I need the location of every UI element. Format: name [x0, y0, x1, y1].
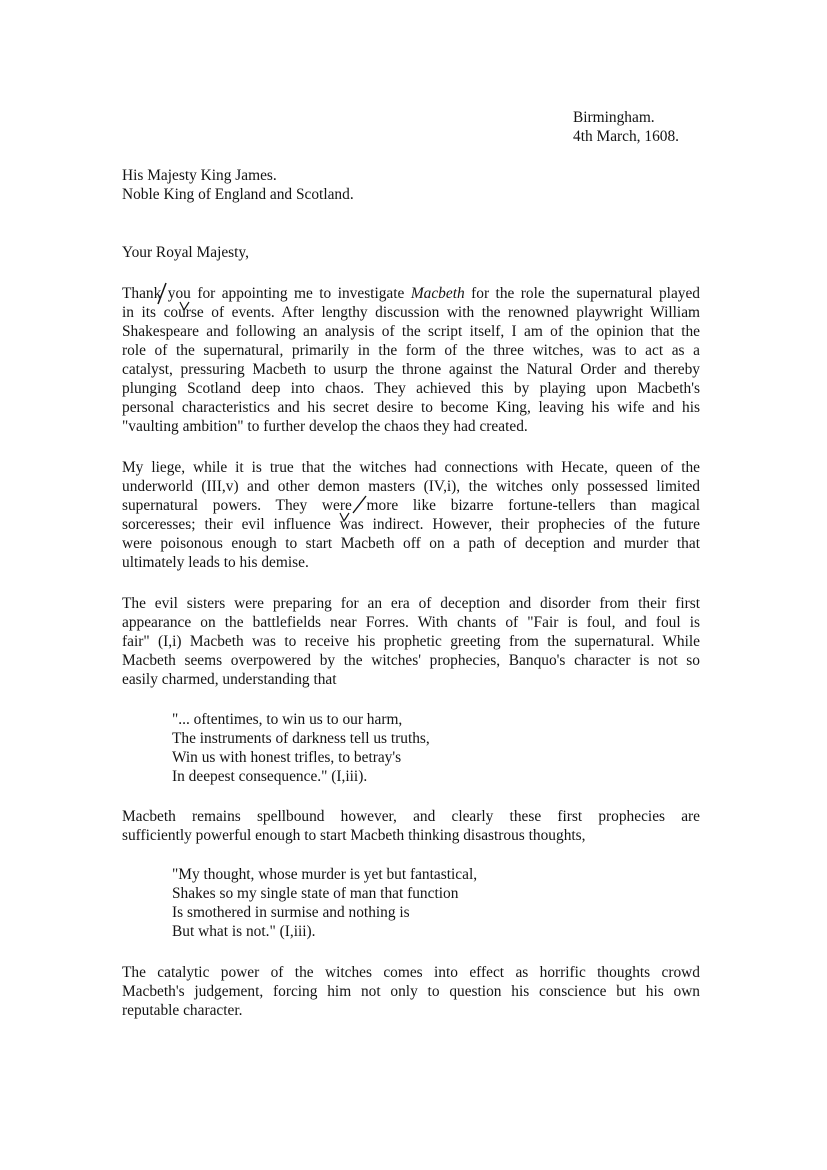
quote-line: Shakes so my single state of man that function — [172, 885, 459, 902]
quote-line: In deepest consequence." (I,iii). — [172, 768, 368, 785]
play-title: Macbeth — [410, 285, 465, 302]
recipient-line-2: Noble King of England and Scotland. — [122, 186, 354, 203]
letter-date: 4th March, 1608. — [573, 128, 680, 145]
paragraph-line: Shakespeare and following an analysis of the script itself, I am of the opinion that the — [122, 323, 700, 340]
quote-line: "My thought, whose murder is yet but fantastical, — [172, 866, 478, 883]
paragraph-line: in its course of events. After lengthy discussion with the renowned playwright William — [122, 304, 700, 321]
paragraph-line: ultimately leads to his demise. — [122, 554, 309, 571]
paragraph-line: Thank you for appointing me to investigate Macbeth for the role the supernatural played — [122, 285, 700, 302]
paragraph-line: personal characteristics and his secret desire to become King, leaving his wife and his — [122, 399, 700, 416]
paragraph-line: sorceresses; their evil influence was indirect. However, their prophecies of the future — [122, 516, 700, 533]
paragraph-line: The evil sisters were preparing for an era of deception and disorder from their first — [122, 595, 700, 612]
paragraph-line: role of the supernatural, primarily in the form of the three witches, was to act as a — [122, 342, 700, 359]
quote-line: But what is not." (I,iii). — [172, 923, 316, 940]
recipient-line-1: His Majesty King James. — [122, 167, 277, 184]
paragraph-line: fair" (I,i) Macbeth was to receive his prophetic greeting from the supernatural. While — [122, 633, 700, 650]
paragraph-line: catalyst, pressuring Macbeth to usurp the throne against the Natural Order and thereby — [122, 361, 700, 378]
paragraph-line: Macbeth remains spellbound however, and clearly these first prophecies are — [122, 808, 700, 825]
paragraph-line: supernatural powers. They were more like bizarre fortune-tellers than magical — [122, 497, 700, 514]
letter-place: Birmingham. — [573, 109, 655, 126]
paragraph-line: underworld (III,v) and other demon masters (IV,i), the witches only possessed limited — [122, 478, 700, 495]
quote-line: The instruments of darkness tell us truths, — [172, 730, 430, 747]
paragraph-line: Macbeth's judgement, forcing him not only to question his conscience but his own — [122, 983, 700, 1000]
quote-line: "... oftentimes, to win us to our harm, — [172, 711, 403, 728]
paragraph-line: Macbeth seems overpowered by the witches' prophecies, Banquo's character is not so — [122, 652, 700, 669]
paragraph-line: reputable character. — [122, 1002, 243, 1019]
paragraph-line: "vaulting ambition" to further develop the chaos they had created. — [122, 418, 528, 435]
paragraph-line: The catalytic power of the witches comes into effect as horrific thoughts crowd — [122, 964, 700, 981]
paragraph-line: appearance on the battlefields near Forres. With chants of "Fair is foul, and foul is — [122, 614, 700, 631]
paragraph-line: were poisonous enough to start Macbeth off on a path of deception and murder that — [122, 535, 700, 552]
paragraph-line: My liege, while it is true that the witches had connections with Hecate, queen of the — [122, 459, 700, 476]
paragraph-line: easily charmed, understanding that — [122, 671, 337, 688]
quote-line: Win us with honest trifles, to betray's — [172, 749, 402, 766]
paragraph-line: plunging Scotland deep into chaos. They achieved this by playing upon Macbeth's — [122, 380, 700, 397]
paragraph-line: sufficiently powerful enough to start Macbeth thinking disastrous thoughts, — [122, 827, 586, 844]
salutation: Your Royal Majesty, — [122, 244, 249, 261]
quote-line: Is smothered in surmise and nothing is — [172, 904, 410, 921]
